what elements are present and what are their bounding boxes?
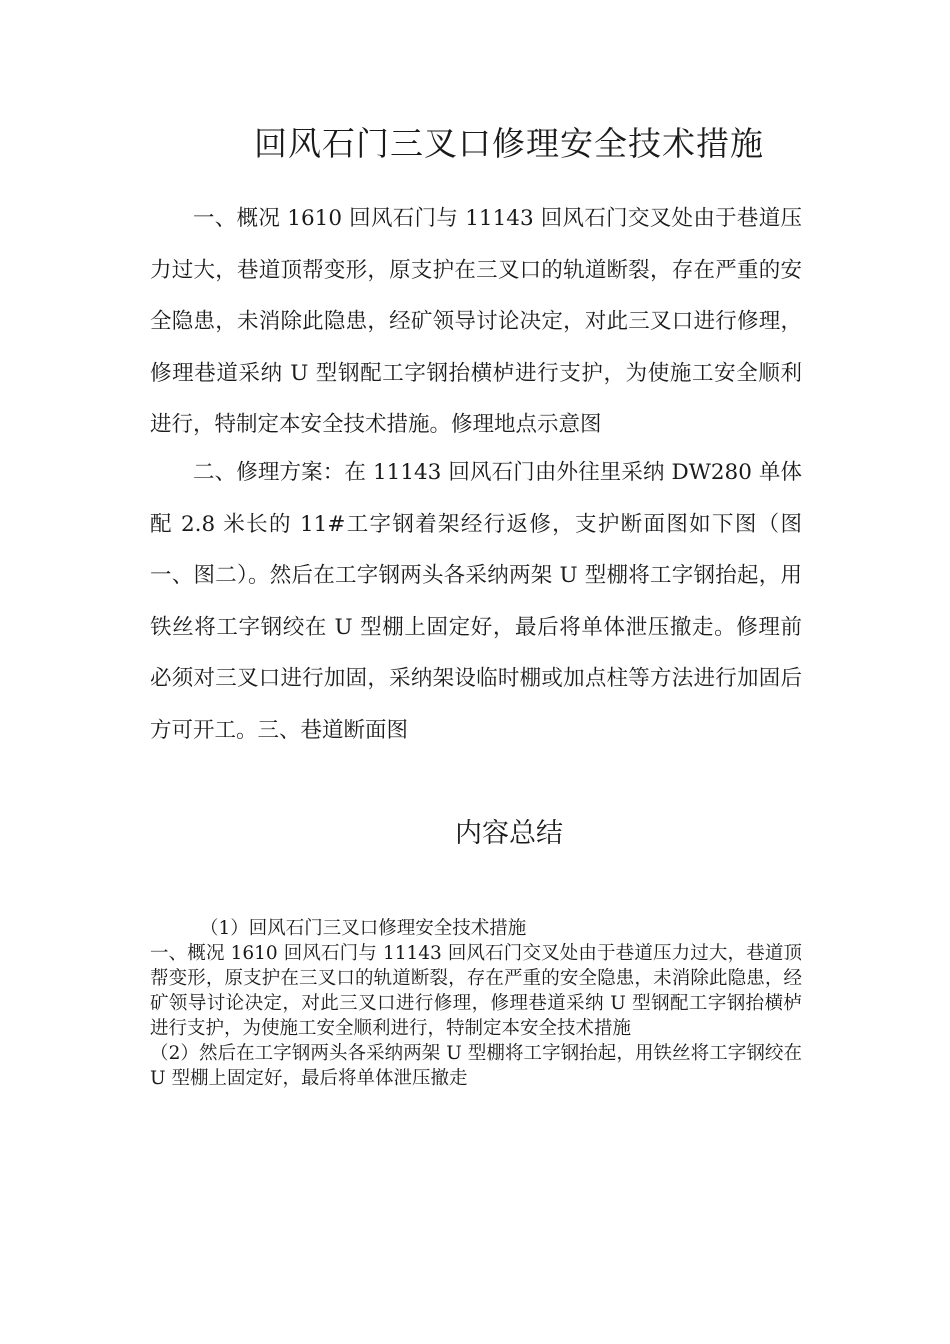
paragraph-repair-plan: 二、修理方案：在 11143 回风石门由外往里采纳 DW280 单体配 2.8 米长的 11#工字钢着架经行返修，支护断面图如下图（图一、图二）。然后在工字钢两头各采纳两架 U 型棚将工字钢抬起，用铁丝将工字钢绞在 U 型棚上固定好，最后将单体泄压撤走。修理前必须对三叉口进行加固，采纳架设临时棚或加点柱等方法进行加固后方可开工。三、巷道断面图 [150, 460, 802, 743]
document-title: 回风石门三叉口修理安全技术措施 [254, 124, 764, 163]
summary-heading: 内容总结 [455, 818, 563, 849]
summary-item-1-body: 一、概况 1610 回风石门与 11143 回风石门交叉处由于巷道压力过大，巷道顶帮变形，原支护在三叉口的轨道断裂，存在严重的安全隐患，未消除此隐患，经矿领导讨论决定，对此三叉口进行修理，修理巷道采纳 U 型钢配工字钢抬横栌进行支护，为使施工安全顺利进行，特制定本安全技术措施 [150, 943, 802, 1039]
summary-item-2: （2）然后在工字钢两头各采纳两架 U 型棚将工字钢抬起，用铁丝将工字钢绞在 U 型棚上固定好，最后将单体泄压撤走 [150, 1043, 802, 1089]
paragraph-overview: 一、概况 1610 回风石门与 11143 回风石门交叉处由于巷道压力过大，巷道顶帮变形，原支护在三叉口的轨道断裂，存在严重的安全隐患，未消除此隐患，经矿领导讨论决定，对此三叉口进行修理，修理巷道采纳 U 型钢配工字钢抬横栌进行支护，为使施工安全顺利进行，特制定本安全技术措施。修理地点示意图 [150, 206, 802, 437]
summary-item-1-title: （1）回风石门三叉口修理安全技术措施 [200, 918, 527, 939]
summary-block [150, 916, 802, 1091]
